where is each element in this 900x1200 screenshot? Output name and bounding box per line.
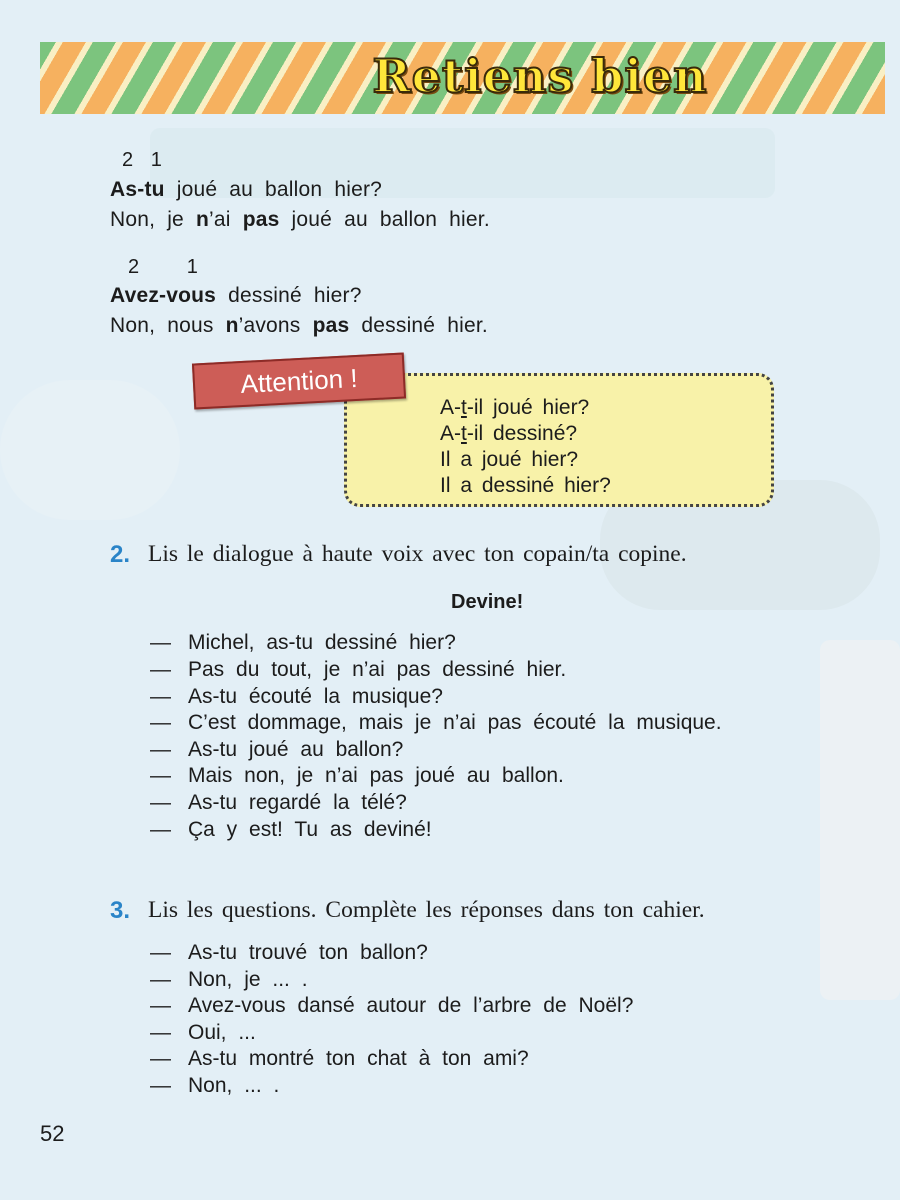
line-text: As-tu joué au ballon? bbox=[188, 738, 404, 761]
exercise-instruction: Lis le dialogue à haute voix avec ton copain/ta copine. bbox=[148, 541, 687, 567]
page-number: 52 bbox=[40, 1121, 65, 1146]
answer-text: ’avons bbox=[238, 314, 301, 337]
exercise-number: 2. bbox=[110, 541, 131, 568]
dialogue-line bbox=[150, 631, 456, 655]
dash: — bbox=[150, 685, 171, 708]
dash: — bbox=[150, 1047, 171, 1070]
question-line bbox=[150, 941, 428, 965]
question-line bbox=[150, 994, 633, 1018]
dash: — bbox=[150, 1074, 171, 1097]
dash: — bbox=[150, 818, 171, 841]
example-question bbox=[110, 284, 362, 308]
attention-line bbox=[440, 396, 589, 420]
faded-background-shape bbox=[820, 640, 900, 1000]
exercise-instruction: Lis les questions. Complète les réponses dans ton cahier. bbox=[148, 897, 705, 923]
order-number: 2 bbox=[128, 256, 140, 278]
answer-text: joué au ballon hier. bbox=[291, 208, 490, 231]
question-line bbox=[150, 1021, 256, 1045]
dialogue-line bbox=[150, 764, 564, 788]
dash: — bbox=[150, 994, 171, 1017]
attention-line: Il a joué hier? bbox=[440, 448, 579, 471]
line-text: Mais non, je n’ai pas joué au ballon. bbox=[188, 764, 564, 787]
dash: — bbox=[150, 738, 171, 761]
line-text: Oui, ... bbox=[188, 1021, 256, 1044]
attention-line: Il a dessiné hier? bbox=[440, 474, 611, 497]
word-order-numbers bbox=[122, 149, 162, 172]
dash: — bbox=[150, 968, 171, 991]
exercise-number: 3. bbox=[110, 897, 131, 924]
answer-text: Non, nous bbox=[110, 314, 214, 337]
dash: — bbox=[150, 1021, 171, 1044]
line-text: Non, ... . bbox=[188, 1074, 280, 1097]
dialogue-line bbox=[150, 791, 407, 815]
attention-text: A- bbox=[440, 422, 461, 445]
question-line bbox=[150, 1074, 279, 1098]
answer-text: ’ai bbox=[209, 208, 231, 231]
liaison-t: t bbox=[461, 396, 467, 419]
inverted-subject: As-tu bbox=[110, 178, 165, 201]
retiens-bien-banner bbox=[40, 42, 885, 114]
dialogue-title: Devine! bbox=[451, 591, 524, 613]
question-line bbox=[150, 968, 308, 992]
attention-text: A- bbox=[440, 396, 461, 419]
negation-n: n bbox=[196, 208, 210, 231]
attention-text: -il dessiné? bbox=[466, 422, 578, 445]
example-answer bbox=[110, 314, 488, 338]
line-text: Pas du tout, je n’ai pas dessiné hier. bbox=[188, 658, 567, 681]
dialogue-line bbox=[150, 658, 566, 682]
example-answer bbox=[110, 208, 490, 232]
dash: — bbox=[150, 791, 171, 814]
line-text: As-tu regardé la télé? bbox=[188, 791, 407, 814]
negation-pas: pas bbox=[312, 314, 350, 337]
inverted-subject: Avez-vous bbox=[110, 284, 217, 307]
dash: — bbox=[150, 764, 171, 787]
line-text: Avez-vous dansé autour de l’arbre de Noël? bbox=[188, 994, 634, 1017]
order-number: 1 bbox=[186, 256, 198, 278]
dash: — bbox=[150, 658, 171, 681]
line-text: As-tu écouté la musique? bbox=[188, 685, 443, 708]
word-order-numbers bbox=[128, 256, 198, 279]
line-text: Ça y est! Tu as deviné! bbox=[188, 818, 432, 841]
answer-text: Non, je bbox=[110, 208, 184, 231]
attention-label: Attention ! bbox=[192, 352, 406, 409]
dash: — bbox=[150, 631, 171, 654]
dialogue-line bbox=[150, 818, 432, 842]
faded-background-shape bbox=[0, 380, 180, 520]
line-text: Michel, as-tu dessiné hier? bbox=[188, 631, 456, 654]
answer-text: dessiné hier. bbox=[361, 314, 488, 337]
question-text: dessiné hier? bbox=[228, 284, 362, 307]
line-text: As-tu trouvé ton ballon? bbox=[188, 941, 428, 964]
line-text: Non, je ... . bbox=[188, 968, 308, 991]
order-number: 1 bbox=[150, 149, 162, 171]
question-text: joué au ballon hier? bbox=[176, 178, 383, 201]
negation-pas: pas bbox=[242, 208, 280, 231]
dialogue-line bbox=[150, 711, 722, 735]
dialogue-line bbox=[150, 738, 403, 762]
line-text: C’est dommage, mais je n’ai pas écouté la musique. bbox=[188, 711, 722, 734]
negation-n: n bbox=[225, 314, 239, 337]
banner-title: Retiens bien bbox=[372, 49, 708, 103]
dash: — bbox=[150, 711, 171, 734]
dash: — bbox=[150, 941, 171, 964]
attention-line bbox=[440, 422, 577, 446]
dialogue-line bbox=[150, 685, 443, 709]
example-question bbox=[110, 178, 382, 202]
line-text: As-tu montré ton chat à ton ami? bbox=[188, 1047, 529, 1070]
order-number: 2 bbox=[122, 149, 134, 171]
liaison-t: t bbox=[461, 422, 467, 445]
attention-text: -il joué hier? bbox=[466, 396, 590, 419]
question-line bbox=[150, 1047, 529, 1071]
